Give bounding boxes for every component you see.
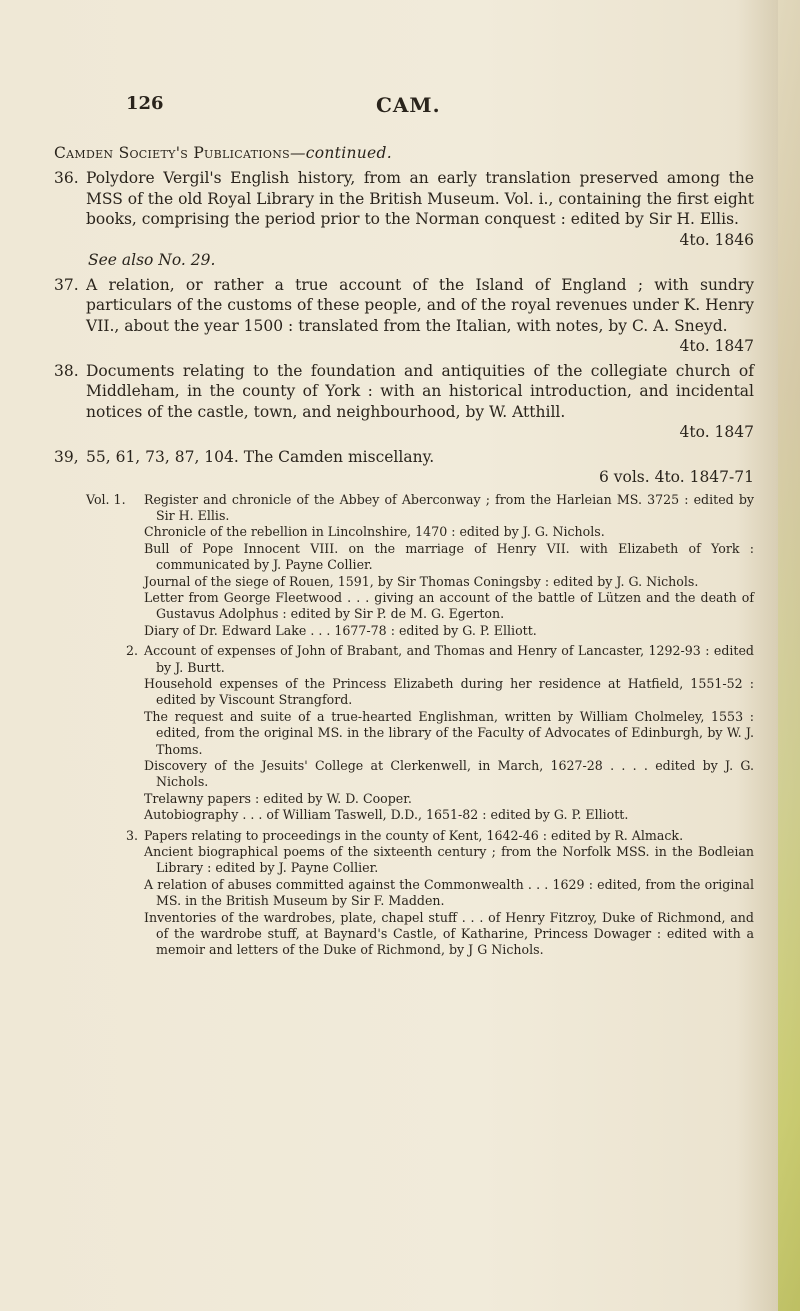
list-item: Bull of Pope Innocent VIII. on the marriage of Henry VII. with Elizabeth of York : communicated by J. Payne Collier.: [144, 540, 754, 573]
section-title: Camden Society's Publications: [54, 144, 290, 162]
entry-format-year: 4to. 1847: [679, 337, 754, 355]
list-item: Account of expenses of John of Brabant, and Thomas and Henry of Lancaster, 1292-93 : edited by J. Burtt.: [144, 643, 754, 675]
entry-36: [54, 168, 754, 271]
page-header: [0, 93, 800, 123]
page-number: 126: [126, 93, 164, 114]
list-item: Discovery of the Jesuits' College at Clerkenwell, in March, 1627-28 . . . . edited by J. G. Nichols.: [144, 758, 754, 790]
entry-text: A relation, or rather a true account of the Island of England ; with sundry particulars of the customs of these people, and of the royal revenues under K. Henry VII., about the year 1500 : translated from the Italian, with notes, by C. A. Sneyd.: [86, 275, 754, 335]
entry-number: 36.: [54, 169, 79, 187]
list-item: Chronicle of the rebellion in Lincolnshire, 1470 : edited by J. G. Nichols.: [144, 524, 605, 540]
list-item: Household expenses of the Princess Elizabeth during her residence at Hatfield, 1551-52 : edited by Viscount Strangford.: [144, 675, 754, 708]
section-continued: —continued.: [289, 144, 392, 162]
list-item: The request and suite of a true-hearted Englishman, written by William Cholmeley, 1553 : edited, from the original MS. in the library of the Faculty of Advocates of Edinburgh, by W. J. Thoms.: [144, 708, 754, 757]
entry-number: 39,: [54, 447, 79, 466]
volume-label: Vol. 1.: [86, 491, 126, 507]
list-item: Autobiography . . . of William Taswell, D.D., 1651-82 : edited by G. P. Elliott.: [144, 807, 629, 823]
entry-number: 38.: [54, 361, 79, 380]
page-edge-shadow: [778, 0, 800, 1311]
volume-3: [86, 828, 754, 959]
entry-38: [54, 361, 754, 443]
volume-1: [86, 492, 754, 640]
list-item: Register and chronicle of the Abbey of Aberconway ; from the Harleian MS. 3725 : edited by Sir H. Ellis.: [144, 491, 754, 523]
entry-format-year: 6 vols. 4to. 1847-71: [598, 468, 754, 486]
list-item: A relation of abuses committed against the Commonwealth . . . 1629 : edited, from the original MS. in the British Museum by Sir F. Madden.: [144, 876, 754, 909]
list-item: Papers relating to proceedings in the county of Kent, 1642-46 : edited by R. Almack.: [144, 827, 684, 843]
volume-2: [86, 643, 754, 823]
running-title: CAM.: [376, 93, 441, 117]
list-item: Trelawny papers : edited by W. D. Cooper.: [144, 790, 412, 806]
entry-format-year: 4to. 1847: [679, 423, 754, 441]
list-item: Diary of Dr. Edward Lake . . . 1677-78 : edited by G. P. Elliott.: [144, 622, 537, 638]
list-item: Inventories of the wardrobes, plate, chapel stuff . . . of Henry Fitzroy, Duke of Richmond, and of the wardrobe stuff, at Baynard's Castle, of Katharine, Princess Dowager : edited with a memoir and letters of the Duke of Richmond, by J G Nichols.: [144, 909, 754, 958]
entry-39: [54, 447, 754, 488]
entry-37: [54, 275, 754, 357]
entry-format-year: 4to. 1846: [679, 230, 754, 249]
entry-text: Documents relating to the foundation and antiquities of the collegiate church of Middleham, in the county of York : with an historical introduction, and incidental notices of the castle, town, and neighbourhood, by W. Atthill.: [86, 361, 754, 421]
entry-number: 37.: [54, 275, 79, 294]
list-item: Letter from George Fleetwood . . . giving an account of the battle of Lützen and the death of Gustavus Adolphus : edited by Sir P. de M. G. Egerton.: [144, 589, 754, 622]
entry-see-also: See also No. 29.: [88, 251, 216, 269]
page-content: [54, 144, 754, 959]
list-item: Journal of the siege of Rouen, 1591, by Sir Thomas Coningsby : edited by J. G. Nichols.: [144, 573, 699, 589]
section-heading: [54, 144, 754, 162]
volume-label: 2.: [125, 643, 138, 659]
volume-label: 3.: [125, 827, 138, 843]
entry-text: Polydore Vergil's English history, from an early translation preserved among the MSS of the old Royal Library in the British Museum. Vol. i., containing the first eight books, comprising the period prior to the Norman conquest : edited by Sir H. Ellis.: [86, 169, 754, 228]
list-item: Ancient biographical poems of the sixteenth century ; from the Norfolk MSS. in the Bodleian Library : edited by J. Payne Collier.: [144, 844, 754, 876]
entry-text: 55, 61, 73, 87, 104. The Camden miscellany.: [86, 447, 435, 466]
